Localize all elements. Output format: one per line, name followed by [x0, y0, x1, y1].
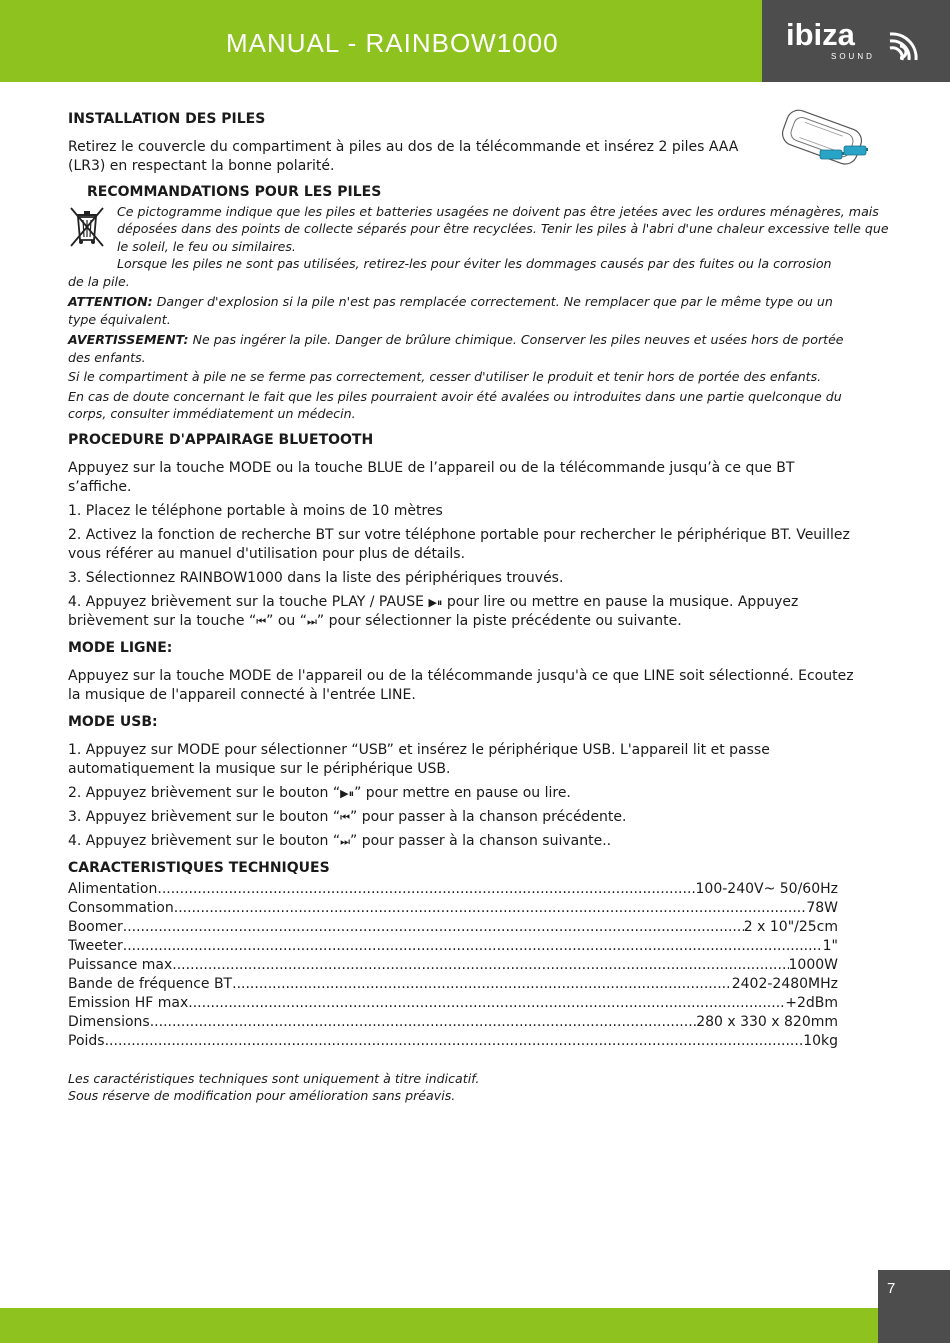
- specs-heading: CARACTERISTIQUES TECHNIQUES: [68, 859, 330, 876]
- spec-value: +2dBm: [785, 994, 838, 1011]
- reco-paragraph-6: En cas de doute concernant le fait que les piles pourraient avoir été avalées ou introduites dans une partie quelconque du corps, consulter immédiatement un médecin.: [68, 388, 842, 421]
- usb-mode-heading: MODE USB:: [68, 713, 158, 730]
- reco-paragraph-2: Lorsque les piles ne sont pas utilisées, retirez-les pour éviter les dommages causés par des fuites ou la corrosion de la pile.: [68, 256, 832, 289]
- bt-step4-part-a: 4. Appuyez brièvement sur la touche PLAY / PAUSE: [68, 593, 429, 610]
- spec-label: Dimensions: [68, 1013, 150, 1030]
- spec-value: 1000W: [788, 956, 838, 973]
- line-mode-heading: MODE LIGNE:: [68, 639, 173, 656]
- bt-step4-part-b: pour lire ou mettre en pause la musique. Appuyez brièvement sur la touche “: [68, 593, 799, 629]
- spec-value: 100-240V~ 50/60Hz: [695, 880, 838, 897]
- specs-section: [68, 859, 874, 1051]
- spec-value: 280 x 330 x 820mm: [696, 1013, 838, 1030]
- usb-mode-section: [68, 713, 874, 851]
- spec-value: 10kg: [803, 1032, 838, 1049]
- usb-step4-part-b: ” pour passer à la chanson suivante..: [350, 832, 612, 849]
- spec-label: Bande de fréquence BT: [68, 975, 233, 992]
- sound-waves-icon: [888, 28, 922, 62]
- warning-text: Ne pas ingérer la pile. Danger de brûlure chimique. Conserver les piles neuves et usées hors de portée des enfants.: [68, 332, 844, 365]
- usb-step2-part-b: ” pour mettre en pause ou lire.: [354, 784, 571, 801]
- spec-row: [68, 899, 838, 918]
- spec-row: [68, 918, 838, 937]
- spec-label: Poids: [68, 1032, 105, 1049]
- usb-step-4: [68, 832, 868, 851]
- spec-value: 78W: [806, 899, 838, 916]
- bluetooth-heading: PROCEDURE D'APPAIRAGE BLUETOOTH: [68, 431, 374, 448]
- usb-step3-part-b: ” pour passer à la chanson précédente.: [350, 808, 627, 825]
- next-track-icon: ⏭: [340, 834, 351, 848]
- remote-battery-illustration: [768, 106, 878, 186]
- manual-content: [68, 110, 889, 1105]
- attention-text: Danger d'explosion si la pile n'est pas remplacée correctement. Ne remplacer que par le même type ou un type équivalent.: [68, 294, 833, 327]
- reco-heading: RECOMMANDATIONS POUR LES PILES: [87, 184, 382, 200]
- logo-subtitle: SOUND: [831, 52, 875, 61]
- battery-recommendations: [68, 184, 889, 423]
- usb-step3-part-a: 3. Appuyez brièvement sur le bouton “: [68, 808, 341, 825]
- footnote-line-2: Sous réserve de modification pour amélioration sans préavis.: [68, 1088, 456, 1103]
- previous-track-icon: ⏮: [340, 810, 351, 824]
- attention-paragraph: [68, 293, 844, 328]
- page-title: MANUAL - RAINBOW1000: [226, 28, 559, 58]
- play-pause-icon: ▶⏸: [428, 595, 443, 609]
- warning-label: AVERTISSEMENT:: [68, 332, 189, 347]
- usb-step-3: [68, 808, 868, 827]
- spec-row: [68, 994, 838, 1013]
- specs-list: [68, 880, 838, 1051]
- usb-step-1: 1. Appuyez sur MODE pour sélectionner “USB” et insérez le périphérique USB. L'appareil lit et passe automatiquement la musique sur le périphérique USB.: [68, 741, 770, 777]
- logo-wordmark: ibiza: [786, 17, 855, 52]
- reco-paragraph-1: Ce pictogramme indique que les piles et batteries usagées ne doivent pas être jetées avec les ordures ménagères, mais déposées dans des points de collecte séparés pour être recyclées. Tenir les piles à l'abri d'une chaleur excessive telle que le soleil, le feu ou similaires.: [117, 203, 889, 254]
- brand-logo: [762, 0, 950, 82]
- crossed-bin-icon: [68, 206, 106, 248]
- spec-leader: [123, 918, 744, 937]
- bluetooth-step-4: [68, 593, 868, 631]
- spec-label: Consommation: [68, 899, 174, 916]
- line-mode-section: [68, 639, 874, 705]
- spec-value: 2 x 10"/25cm: [743, 918, 838, 935]
- spec-value: 2402-2480MHz: [731, 975, 838, 992]
- bluetooth-step-1: 1. Placez le téléphone portable à moins de 10 mètres: [68, 502, 443, 519]
- footer-bar: [0, 1308, 950, 1343]
- spec-row: [68, 956, 838, 975]
- warning-paragraph: [68, 331, 844, 366]
- bt-step4-part-c: ” ou “: [266, 612, 307, 629]
- bluetooth-intro: Appuyez sur la touche MODE ou la touche BLUE de l’appareil ou de la télécommande jusqu’à ce que BT s’affiche.: [68, 459, 795, 495]
- next-track-icon: ⏭: [306, 614, 317, 628]
- spec-leader: [174, 899, 807, 918]
- spec-label: Emission HF max: [68, 994, 189, 1011]
- footnote-line-1: Les caractéristiques techniques sont uniquement à titre indicatif.: [68, 1070, 480, 1086]
- specs-footnote: [68, 1070, 874, 1105]
- attention-label: ATTENTION:: [68, 294, 153, 309]
- spec-row: [68, 880, 838, 899]
- spec-leader: [105, 1032, 804, 1051]
- spec-label: Puissance max.: [68, 956, 177, 973]
- bluetooth-section: [68, 431, 874, 631]
- install-text: Retirez le couvercle du compartiment à piles au dos de la télécommande et insérez 2 piles AAA (LR3) en respectant la bonne polarité.: [68, 139, 739, 174]
- page-number-box: [878, 1270, 950, 1343]
- spec-leader: [150, 1013, 696, 1032]
- bt-step4-part-d: ” pour sélectionner la piste précédente ou suivante.: [316, 612, 682, 629]
- spec-leader: [232, 975, 732, 994]
- spec-label: Alimentation: [68, 880, 158, 897]
- usb-step-2: [68, 784, 868, 803]
- spec-value: 1": [822, 937, 838, 954]
- header-bar: [0, 0, 762, 82]
- reco-paragraph-5: Si le compartiment à pile ne se ferme pas correctement, cesser d'utiliser le produit et tenir hors de portée des enfants.: [68, 369, 822, 384]
- spec-row: [68, 1032, 838, 1051]
- bluetooth-step-2: 2. Activez la fonction de recherche BT sur votre téléphone portable pour rechercher le périphérique BT. Veuillez vous référer au manuel d'utilisation pour plus de détails.: [68, 526, 850, 562]
- spec-row: [68, 937, 838, 956]
- spec-row: [68, 975, 838, 994]
- usb-step4-part-a: 4. Appuyez brièvement sur le bouton “: [68, 832, 341, 849]
- spec-row: [68, 1013, 838, 1032]
- spec-leader: [188, 994, 785, 1013]
- play-pause-icon: ▶⏸: [340, 786, 355, 800]
- spec-label: Tweeter: [68, 937, 123, 954]
- spec-leader: [177, 956, 789, 975]
- bluetooth-step-3: 3. Sélectionnez RAINBOW1000 dans la liste des périphériques trouvés.: [68, 569, 564, 586]
- install-section: [68, 110, 874, 176]
- spec-leader: [123, 937, 823, 956]
- line-mode-text: Appuyez sur la touche MODE de l'appareil ou de la télécommande jusqu'à ce que LINE soit sélectionné. Ecoutez la musique de l'appareil connecté à l'entrée LINE.: [68, 667, 854, 703]
- spec-leader: [157, 880, 695, 899]
- previous-track-icon: ⏮: [256, 614, 267, 628]
- spec-label: Boomer: [68, 918, 123, 935]
- install-heading: INSTALLATION DES PILES: [68, 111, 266, 127]
- page-number: 7: [887, 1280, 896, 1297]
- usb-step2-part-a: 2. Appuyez brièvement sur le bouton “: [68, 784, 341, 801]
